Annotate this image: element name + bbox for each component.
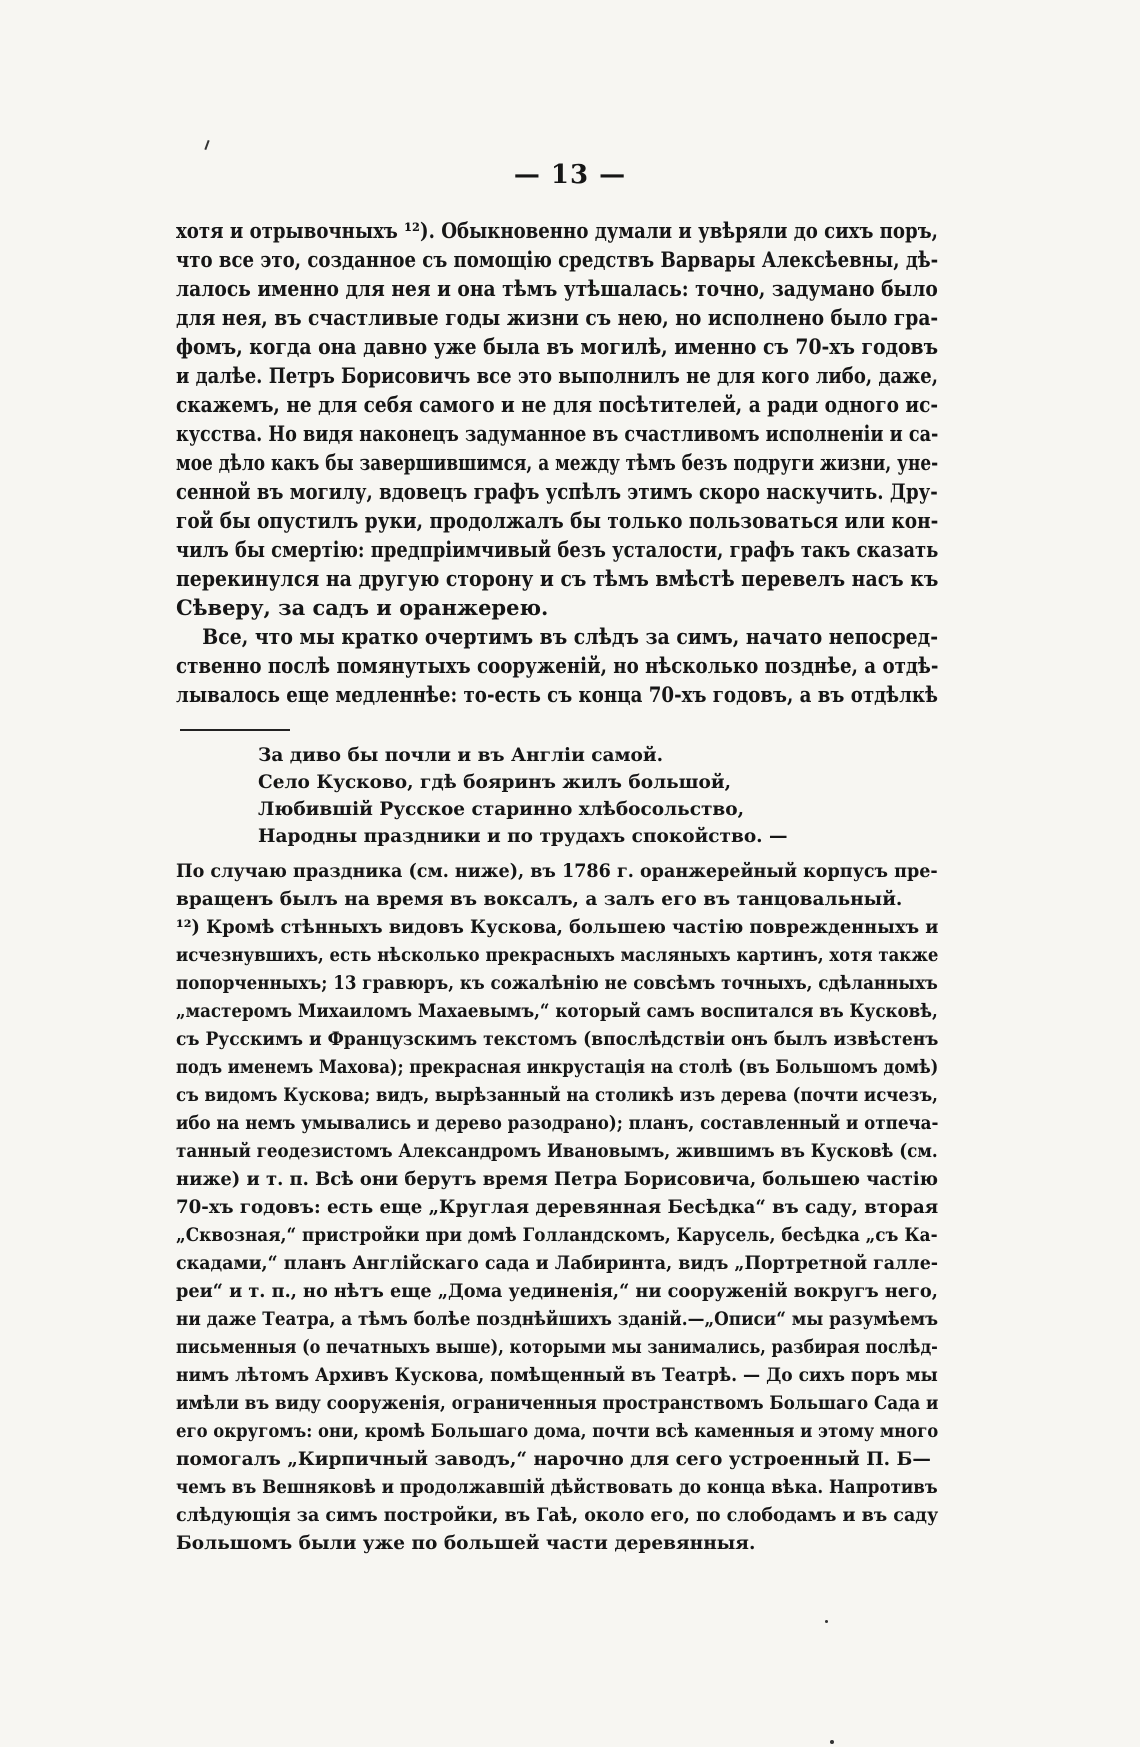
text-line: гой бы опустилъ руки, продолжалъ бы только пользоваться или кон- [176,508,939,533]
footnote-line: Большомъ были уже по большей части деревянныя. [176,1533,756,1554]
text-line: лалось именно для нея и она тѣмъ утѣшалась: точно, задумано было [176,276,938,301]
footnote-a [176,858,938,914]
footnote-line: подъ именемъ Махова); прекрасная инкрустація на столѣ (въ Большомъ домѣ) [176,1057,939,1078]
footnote-line: имѣли въ виду сооруженія, ограниченныя пространствомъ Большаго Сада и [176,1393,939,1414]
text-line: и далѣе. Петръ Борисовичъ все это выполнилъ не для кого либо, даже, [176,363,939,388]
footnote-line: съ видомъ Кускова; видъ, вырѣзанный на столикѣ изъ дерева (почти исчезъ, [176,1085,938,1106]
footnote-line: „Сквозная,“ пристройки при домѣ Голландскомъ, Карусель, бесѣдка „съ Ка- [176,1225,938,1246]
footnote-line: съ Русскимъ и Французскимъ текстомъ (впослѣдствіи онъ былъ извѣстенъ [176,1029,939,1050]
page-number: — 13 — [513,160,627,190]
footnote-line: нимъ лѣтомъ Архивъ Кускова, помѣщенный въ Театрѣ. — До сихъ поръ мы [176,1365,938,1386]
footnote-line: слѣдующія за симъ постройки, въ Гаѣ, около его, по слободамъ и въ саду [176,1505,939,1526]
text-line: кусства. Но видя наконецъ задуманное въ счастливомъ исполненіи и са- [176,421,939,446]
verse-quote [258,742,858,850]
footnote-line: ¹²) Кромѣ стѣнныхъ видовъ Кускова, большею частію поврежденныхъ и [176,917,939,938]
text-line: для нея, въ счастливые годы жизни съ нею, но исполнено было гра- [176,305,939,330]
text-line: хотя и отрывочныхъ ¹²). Обыкновенно думали и увѣряли до сихъ поръ, [176,218,938,243]
footnote-line: вращенъ былъ на время въ воксалъ, а залъ его въ танцовальный. [176,889,903,910]
footnote-line: попорченныхъ; 13 гравюръ, къ сожалѣнію не совсѣмъ точныхъ, сдѣланныхъ [176,973,938,994]
scan-speck [204,140,209,150]
text-line: что все это, созданное съ помощію средствъ Варвары Алексѣевны, дѣ- [176,247,939,272]
text-line: чилъ бы смертію: предпріимчивый безъ усталости, графъ такъ сказать [176,537,939,562]
footnote-line: исчезнувшихъ, есть нѣсколько прекрасныхъ масляныхъ картинъ, хотя также [176,945,939,966]
footnote-line: танный геодезистомъ Александромъ Ивановымъ, жившимъ въ Кусковѣ (см. [176,1141,938,1162]
verse-line: За диво бы почли и въ Англіи самой. [258,745,664,766]
footnote-line: помогалъ „Кирпичный заводъ,“ нарочно для сего устроенный П. Б— [176,1449,931,1470]
text-line: скажемъ, не для себя самого и не для посѣтителей, а ради одного ис- [176,392,939,417]
footnote-line: ни даже Театра, а тѣмъ болѣе позднѣйшихъ зданій.—„Описи“ мы разумѣемъ [176,1309,938,1330]
text-line: мое дѣло какъ бы завершившимся, а между тѣмъ безъ подруги жизни, уне- [176,450,939,475]
footnote-12 [176,914,938,1558]
text-line: фомъ, когда она давно уже была въ могилѣ, именно съ 70-хъ годовъ [176,334,939,359]
footnote-line: „мастеромъ Михаиломъ Махаевымъ,“ который самъ воспитался въ Кусковѣ, [176,1001,938,1022]
footnote-line: По случаю праздника (см. ниже), въ 1786 г. оранжерейный корпусъ пре- [176,861,938,882]
footnote-line: 70-хъ годовъ: есть еще „Круглая деревянная Бесѣдка“ въ саду, вторая [176,1197,939,1218]
text-line: лывалось еще медленнѣе: то-есть съ конца 70-хъ годовъ, а въ отдѣлкѣ [176,682,938,707]
text-line: Сѣверу, за садъ и оранжерею. [176,595,549,620]
main-text [176,216,938,709]
footnote-line: скадами,“ планъ Англійскаго сада и Лабиринта, видъ „Портретной галле- [176,1253,939,1274]
verse-line: Народны праздники и по трудахъ спокойство. — [258,826,788,847]
footnote-separator [180,729,290,731]
footnote-line: чемъ въ Вешняковѣ и продолжавшій дѣйствовать до конца вѣка. Напротивъ [176,1477,938,1498]
text-line: перекинулся на другую сторону и съ тѣмъ вмѣстѣ перевелъ насъ къ [176,566,939,591]
footnote-line: его округомъ: они, кромѣ Большаго дома, почти всѣ каменныя и этому много [176,1421,939,1442]
footnote-line: письменныя (о печатныхъ выше), которыми мы занимались, разбирая послѣд- [176,1337,938,1358]
footnote-line: ниже) и т. п. Всѣ они берутъ время Петра Борисовича, большею частію [176,1169,939,1190]
footnote-line: ибо на немъ умывались и дерево разодрано); планъ, составленный и отпеча- [176,1113,939,1134]
footnote-line: реи“ и т. п., но нѣтъ еще „Дома уединенія,“ ни сооруженій вокругъ него, [176,1281,938,1302]
verse-line: Любившій Русское старинно хлѣбосольство, [258,799,745,820]
text-line: сенной въ могилу, вдовецъ графъ успѣлъ этимъ скоро наскучить. Дру- [176,479,938,504]
text-line: Все, что мы кратко очертимъ въ слѣдъ за симъ, начато непосред- [176,624,939,649]
scan-speck [830,1740,834,1744]
text-line: ственно послѣ помянутыхъ сооруженій, но нѣсколько позднѣе, а отдѣ- [176,653,939,678]
verse-line: Село Кусково, гдѣ бояринъ жилъ большой, [258,772,732,793]
scan-speck [825,1620,828,1623]
